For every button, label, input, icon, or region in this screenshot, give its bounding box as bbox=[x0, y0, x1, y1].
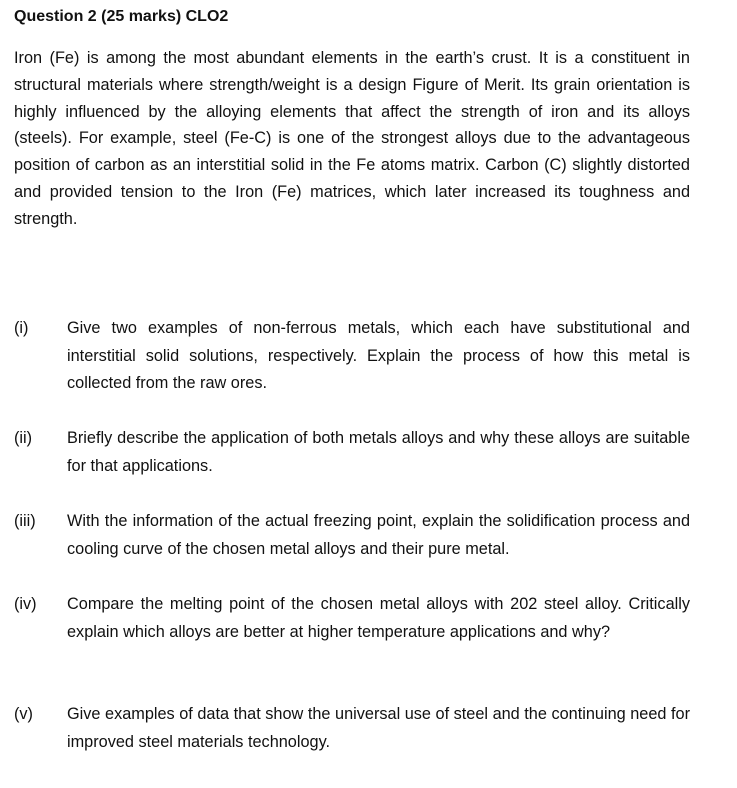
sub-question-text: Give examples of data that show the universal use of steel and the continuing need for improved steel materials technology. bbox=[67, 705, 690, 751]
question-intro-paragraph: Iron (Fe) is among the most abundant elements in the earth’s crust. It is a constituent in structural materials where strength/weight is a design Figure of Merit. Its grain orientation is highly influenced by the alloying elements that affect the strength of iron and its alloys (steels). For example, steel (Fe-C) is one of the strongest alloys due to the advantageous position of carbon as an interstitial solid in the Fe atoms matrix. Carbon (C) slightly distorted and provided tension to the Iron (Fe) matrices, which later increased its toughness and strength. bbox=[14, 49, 690, 228]
sub-question-text: With the information of the actual freezing point, explain the solidification process and cooling curve of the chosen metal alloys and their pure metal. bbox=[67, 512, 690, 558]
sub-question-text: Briefly describe the application of both metals alloys and why these alloys are suitable for that applications. bbox=[67, 429, 690, 475]
question-title: Question 2 (25 marks) CLO2 bbox=[14, 8, 229, 25]
sub-question-number: (i) bbox=[14, 319, 29, 337]
sub-question-number: (iv) bbox=[14, 595, 37, 613]
sub-question-v bbox=[14, 701, 690, 756]
sub-question-number: (v) bbox=[14, 705, 33, 723]
sub-question-number: (iii) bbox=[14, 512, 36, 530]
sub-question-number: (ii) bbox=[14, 429, 33, 447]
sub-question-iv bbox=[14, 591, 690, 646]
question-document bbox=[14, 4, 690, 751]
sub-question-text: Give two examples of non-ferrous metals, which each have substitutional and interstitial solid solutions, respectively. Explain the process of how this metal is collected from the raw ores. bbox=[67, 319, 690, 392]
sub-question-iii bbox=[14, 508, 690, 563]
sub-question-text: Compare the melting point of the chosen metal alloys with 202 steel alloy. Critically explain which alloys are better at higher temperature applications and why? bbox=[67, 595, 690, 641]
sub-question-ii bbox=[14, 425, 690, 480]
sub-question-i bbox=[14, 315, 690, 398]
